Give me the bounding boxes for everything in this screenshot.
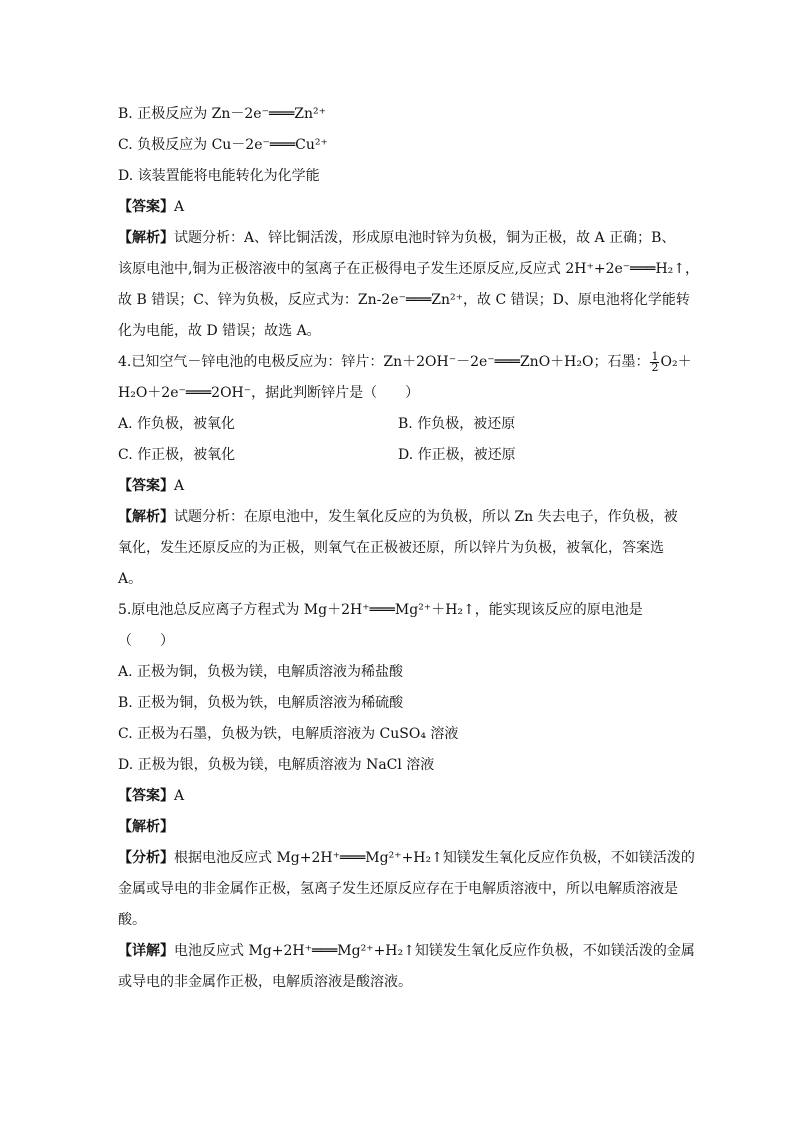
fraction-denominator: 2 — [651, 360, 659, 374]
q4-option-a: A. 作负极，被氧化 — [118, 416, 236, 432]
answer-label: 【答案】 — [118, 478, 174, 494]
fenxi-label: 【分析】 — [118, 850, 174, 866]
answer-label: 【答案】 — [118, 788, 174, 804]
q4-stem-line-1 — [118, 347, 692, 378]
q5-option-b: B. 正极为铜，负极为铁，电解质溶液为稀硫酸 — [118, 695, 404, 711]
q4-answer — [118, 471, 678, 502]
q4-stem-text-b: O₂＋ — [660, 354, 692, 370]
q3-option-d: D. 该装置能将电能转化为化学能 — [118, 168, 320, 184]
q5-xiangjie-line-2: 或导电的非金属作正极，电解质溶液是酸溶液。 — [118, 974, 412, 990]
answer-label: 【答案】 — [118, 199, 174, 215]
q5-option-a: A. 正极为铜，负极为镁，电解质溶液为稀盐酸 — [118, 664, 404, 680]
q5-stem-line-1: 5.原电池总反应离子方程式为 Mg＋2H⁺═══Mg²⁺＋H₂↑，能实现该反应的原电池是 — [118, 602, 643, 618]
document-content — [118, 99, 700, 998]
q4-stem-line-2: H₂O＋2e⁻═══2OH⁻，据此判断锌片是（ ） — [118, 385, 420, 401]
half-fraction — [650, 349, 659, 374]
q5-option-c: C. 正极为石墨，负极为铁，电解质溶液为 CuSO₄ 溶液 — [118, 726, 459, 742]
q3-analysis-line-4: 化为电能，故 D 错误；故选 A。 — [118, 323, 321, 339]
q4-option-c: C. 作正极，被氧化 — [118, 447, 236, 463]
xiangjie-text: 电池反应式 Mg+2H⁺═══Mg²⁺+H₂↑知镁发生氧化反应作负极，不如镁活泼的金属 — [174, 943, 695, 959]
fraction-numerator: 1 — [651, 349, 659, 363]
q4-options-row-2 — [118, 440, 678, 471]
q5-fenxi-line-1 — [118, 843, 695, 874]
analysis-label: 【解析】 — [118, 230, 174, 246]
answer-value: A — [174, 199, 185, 215]
q5-answer — [118, 781, 678, 812]
q3-analysis-line-3: 故 B 错误；C、锌为负极，反应式为：Zn-2e⁻═══Zn²⁺，故 C 错误；D、原电池将化学能转 — [118, 292, 690, 308]
answer-value: A — [174, 478, 185, 494]
answer-value: A — [174, 788, 185, 804]
q5-option-d: D. 正极为银，负极为镁，电解质溶液为 NaCl 溶液 — [118, 757, 435, 773]
q4-analysis-line-3: A。 — [118, 571, 143, 587]
q5-xiangjie-line-1 — [118, 936, 695, 967]
analysis-text: 试题分析：在原电池中，发生氧化反应的为负极，所以 Zn 失去电子，作负极，被 — [174, 509, 678, 525]
q4-option-d: D. 作正极，被还原 — [398, 447, 516, 463]
q3-answer — [118, 192, 678, 223]
analysis-text: 试题分析：A、锌比铜活泼，形成原电池时锌为负极，铜为正极，故 A 正确；B、 — [174, 230, 676, 246]
q4-stem-text-a: 4.已知空气－锌电池的电极反应为：锌片：Zn＋2OH⁻－2e⁻═══ZnO＋H₂O；石墨： — [118, 354, 650, 370]
analysis-label: 【解析】 — [118, 509, 174, 525]
q3-analysis-line-2: 该原电池中,铜为正极溶液中的氢离子在正极得电子发生还原反应,反应式 2H⁺+2e⁻═══H₂↑， — [118, 261, 700, 277]
q4-options-row-1 — [118, 409, 678, 440]
q4-analysis-line-2: 氧化，发生还原反应的为正极，则氧气在正极被还原，所以锌片为负极，被氧化，答案选 — [118, 540, 664, 556]
xiangjie-label: 【详解】 — [118, 943, 174, 959]
q3-option-c: C. 负极反应为 Cu－2e⁻═══Cu²⁺ — [118, 137, 328, 153]
q5-analysis-label: 【解析】 — [118, 819, 174, 835]
q5-fenxi-line-3: 酸。 — [118, 912, 146, 928]
q5-stem-line-2: （ ） — [118, 633, 174, 649]
q3-analysis-line-1 — [118, 223, 678, 254]
q4-analysis-line-1 — [118, 502, 678, 533]
fenxi-text: 根据电池反应式 Mg+2H⁺═══Mg²⁺+H₂↑知镁发生氧化反应作负极，不如镁活泼的 — [174, 850, 695, 866]
q3-option-b: B. 正极反应为 Zn－2e⁻═══Zn²⁺ — [118, 106, 326, 122]
q5-fenxi-line-2: 金属或导电的非金属作正极，氢离子发生还原反应存在于电解质溶液中，所以电解质溶液是 — [118, 881, 678, 897]
q4-option-b: B. 作负极，被还原 — [398, 416, 516, 432]
